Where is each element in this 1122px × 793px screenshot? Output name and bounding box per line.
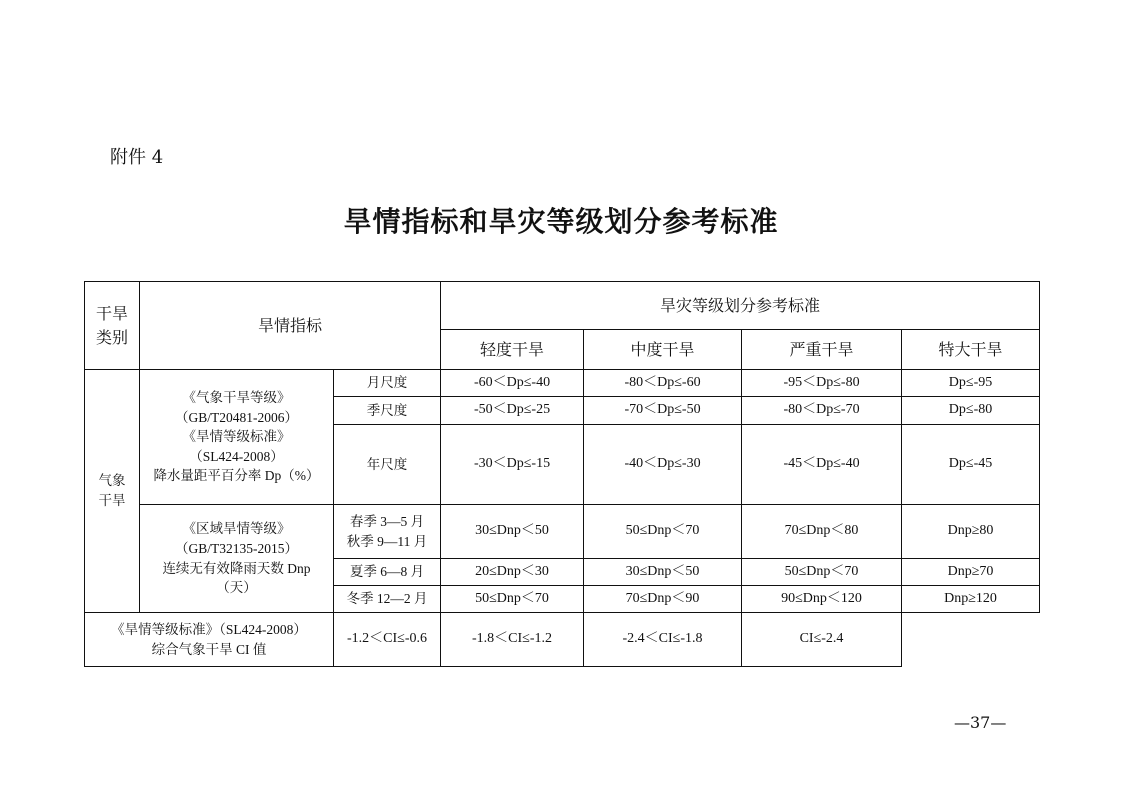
table-row xyxy=(85,370,1040,397)
header-grade-light: 轻度干旱 xyxy=(441,330,584,370)
table-row xyxy=(85,505,1040,559)
value-cell: 90≤Dnp＜120 xyxy=(742,586,902,613)
drought-standard-table xyxy=(84,281,1040,667)
value-cell: 50≤Dnp＜70 xyxy=(441,586,584,613)
value-cell: -60＜Dp≤-40 xyxy=(441,370,584,397)
value-cell: Dp≤-80 xyxy=(902,397,1040,425)
indicator-no-rain-days: 《区域旱情等级》 （GB/T32135-2015） 连续无有效降雨天数 Dnp （天） xyxy=(140,505,334,613)
value-cell: 70≤Dnp＜80 xyxy=(742,505,902,559)
category-meteorological: 气象 干旱 xyxy=(85,370,140,613)
document-title: 旱情指标和旱灾等级划分参考标准 xyxy=(343,205,779,238)
value-cell: -1.2＜CI≤-0.6 xyxy=(334,613,441,667)
attachment-label: 附件 4 xyxy=(110,147,164,168)
indicator-ci: 《旱情等级标准》（SL424-2008） 综合气象干旱 CI 值 xyxy=(85,613,334,667)
value-cell: -50＜Dp≤-25 xyxy=(441,397,584,425)
value-cell: 50≤Dnp＜70 xyxy=(742,559,902,586)
value-cell: 30≤Dnp＜50 xyxy=(441,505,584,559)
header-grade-moderate: 中度干旱 xyxy=(584,330,742,370)
value-cell: -70＜Dp≤-50 xyxy=(584,397,742,425)
header-indicator: 旱情指标 xyxy=(140,282,441,370)
header-standard: 旱灾等级划分参考标准 xyxy=(441,282,1040,330)
value-cell: -2.4＜CI≤-1.8 xyxy=(584,613,742,667)
scale-season: 季尺度 xyxy=(334,397,441,425)
value-cell: -30＜Dp≤-15 xyxy=(441,425,584,505)
header-grade-severe: 严重干旱 xyxy=(742,330,902,370)
header-grade-extreme: 特大干旱 xyxy=(902,330,1040,370)
value-cell: Dnp≥120 xyxy=(902,586,1040,613)
season-spring-autumn: 春季 3—5 月 秋季 9—11 月 xyxy=(334,505,441,559)
table-row xyxy=(85,613,1040,667)
value-cell: -80＜Dp≤-70 xyxy=(742,397,902,425)
value-cell: -45＜Dp≤-40 xyxy=(742,425,902,505)
page-number: —37— xyxy=(954,713,1007,732)
value-cell: 20≤Dnp＜30 xyxy=(441,559,584,586)
indicator-precipitation-anomaly: 《气象干旱等级》 （GB/T20481-2006） 《旱情等级标准》 （SL424-2008） 降水量距平百分率 Dp（%） xyxy=(140,370,334,505)
value-cell: Dp≤-45 xyxy=(902,425,1040,505)
value-cell: CI≤-2.4 xyxy=(742,613,902,667)
value-cell: -95＜Dp≤-80 xyxy=(742,370,902,397)
season-winter: 冬季 12—2 月 xyxy=(334,586,441,613)
scale-month: 月尺度 xyxy=(334,370,441,397)
value-cell: Dnp≥70 xyxy=(902,559,1040,586)
header-row-1 xyxy=(85,282,1040,330)
value-cell: Dnp≥80 xyxy=(902,505,1040,559)
value-cell: Dp≤-95 xyxy=(902,370,1040,397)
scale-year: 年尺度 xyxy=(334,425,441,505)
value-cell: 70≤Dnp＜90 xyxy=(584,586,742,613)
value-cell: -80＜Dp≤-60 xyxy=(584,370,742,397)
season-summer: 夏季 6—8 月 xyxy=(334,559,441,586)
value-cell: -1.8＜CI≤-1.2 xyxy=(441,613,584,667)
header-category: 干旱 类别 xyxy=(85,282,140,370)
value-cell: -40＜Dp≤-30 xyxy=(584,425,742,505)
value-cell: 30≤Dnp＜50 xyxy=(584,559,742,586)
value-cell: 50≤Dnp＜70 xyxy=(584,505,742,559)
